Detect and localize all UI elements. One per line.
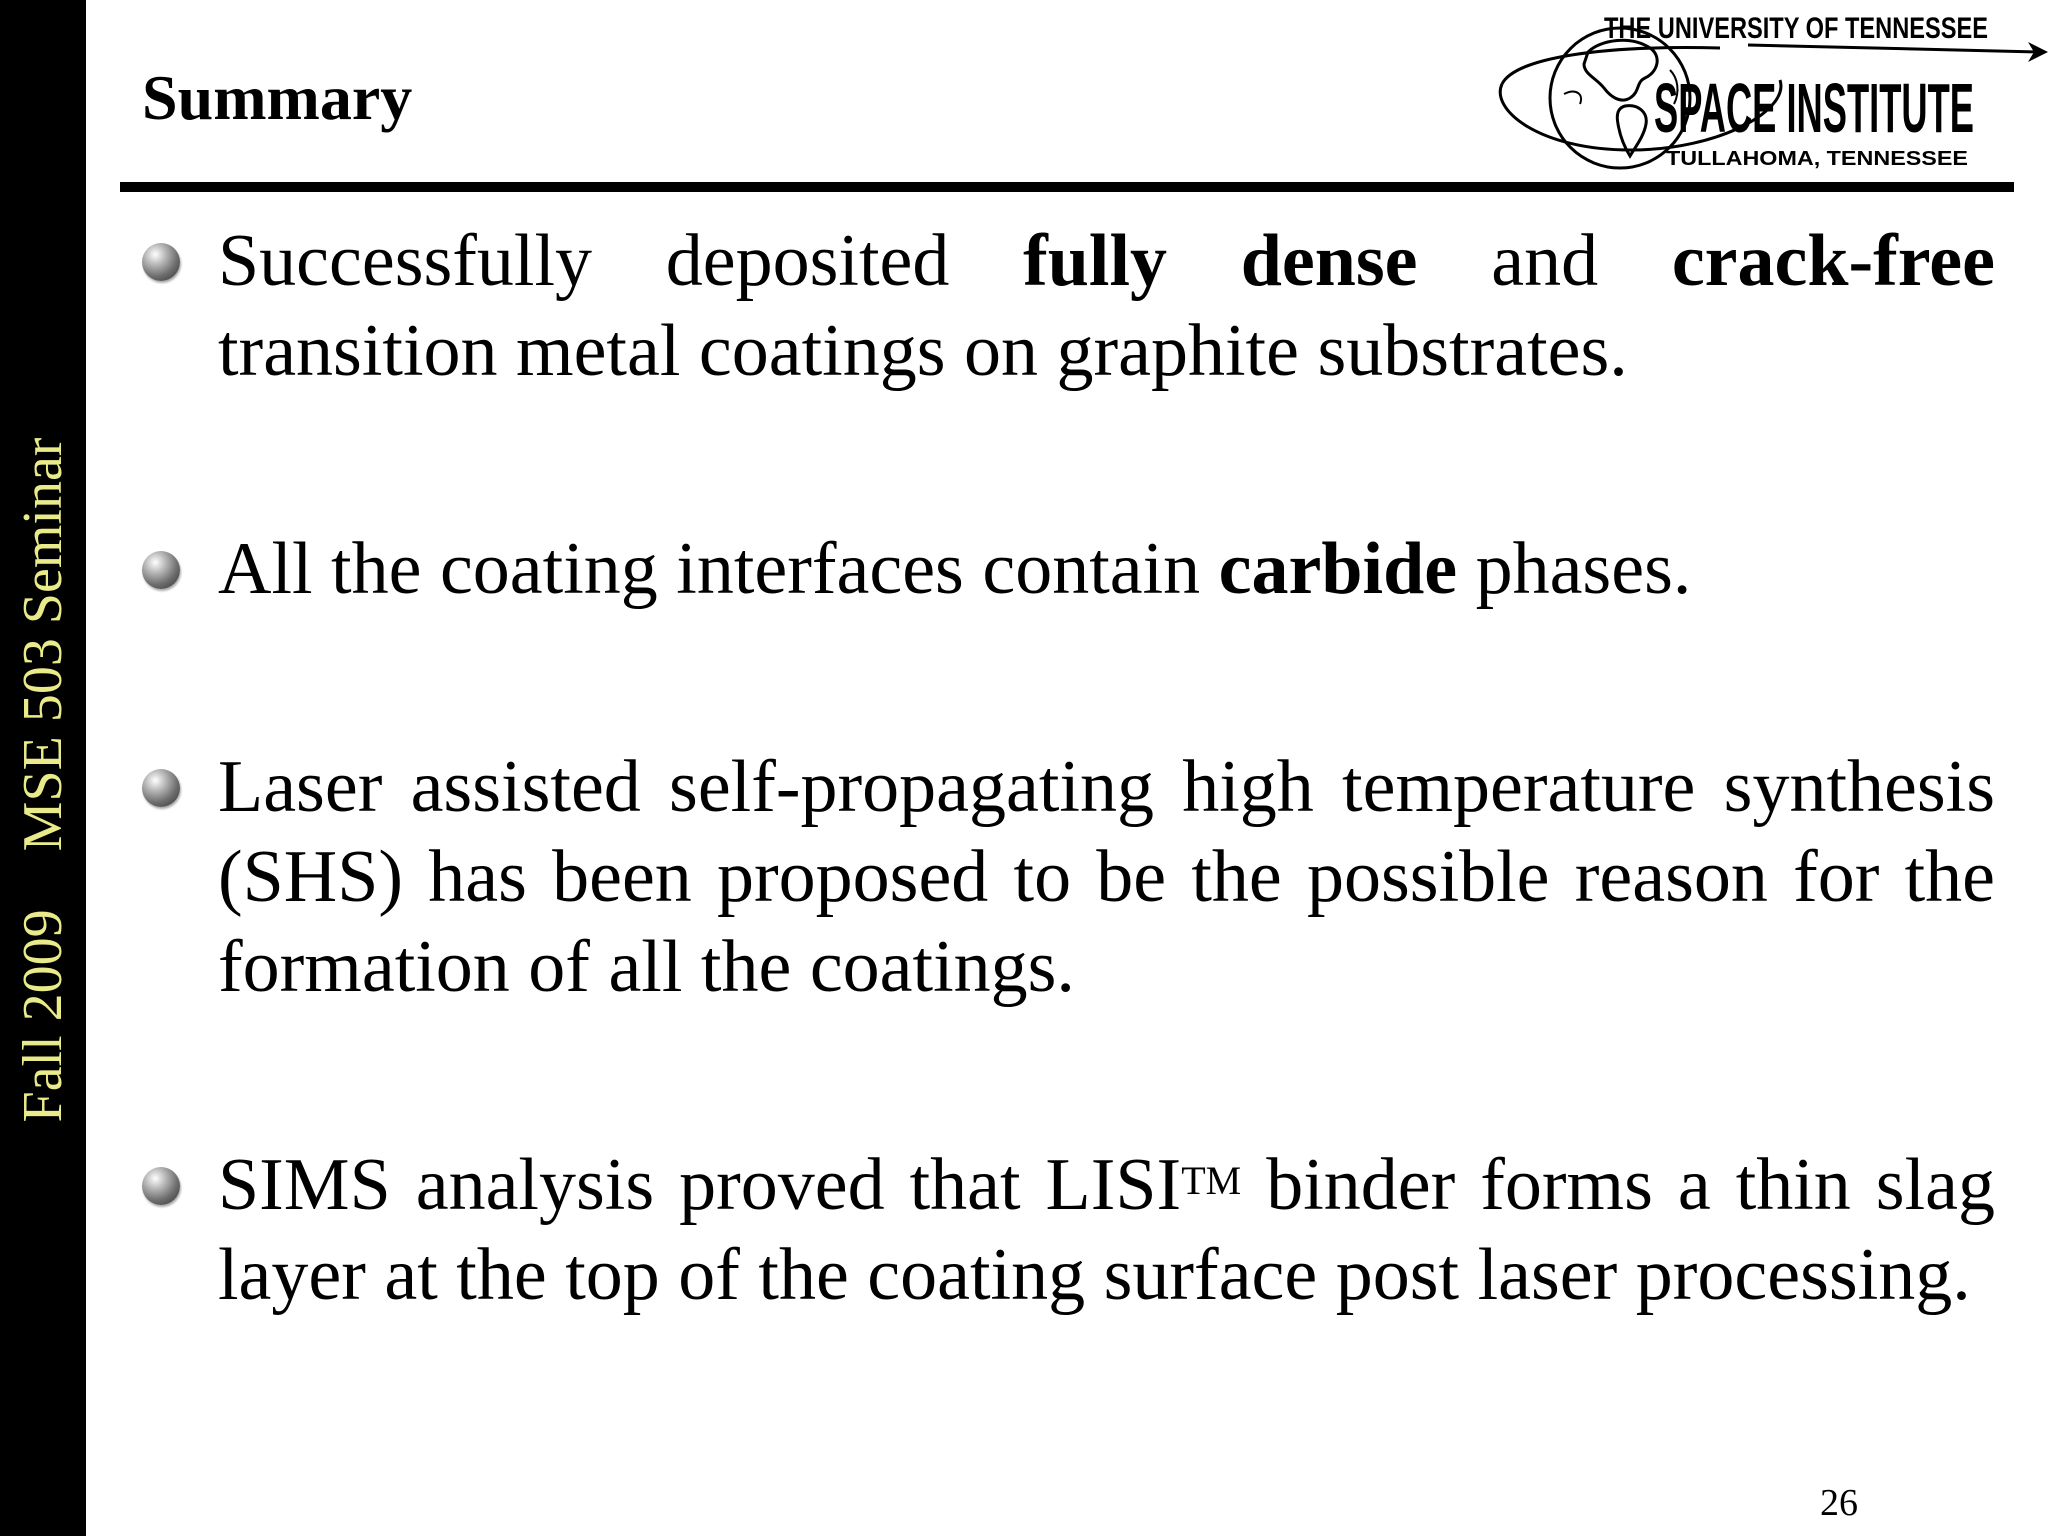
logo-institute-text: SPACE INSTITUTE [1654,69,1974,147]
slide-title: Summary [142,62,413,133]
page-number: 26 [1820,1484,1858,1522]
bullet-item: SIMS analysis proved that LISI™ binder forms a thin slag layer at the top of the coating surface post laser processing. [218,1140,1995,1320]
sidebar-term: Fall 2009 [12,909,74,1123]
logo-location-text: TULLAHOMA, TENNESSEE [1666,148,1968,170]
bullet-item: Laser assisted self-propagating high temperature synthesis (SHS) has been proposed to be the possible reason for the formation of all the coatings. [218,742,1995,1012]
bullet-icon [142,551,180,589]
bullet-icon [142,1167,180,1205]
bullet-icon [142,769,180,807]
trademark-superscript: TM [1181,1158,1242,1203]
bullet-item: Successfully deposited fully dense and crack-free transition metal coatings on graphite substrates. [218,216,1995,396]
logo-university-text: THE UNIVERSITY OF TENNESSEE [1604,12,1988,45]
bullet-item: All the coating interfaces contain carbide phases. [218,524,1995,614]
bullet-icon [142,243,180,281]
sidebar-course: MSE 503 Seminar [12,437,74,852]
